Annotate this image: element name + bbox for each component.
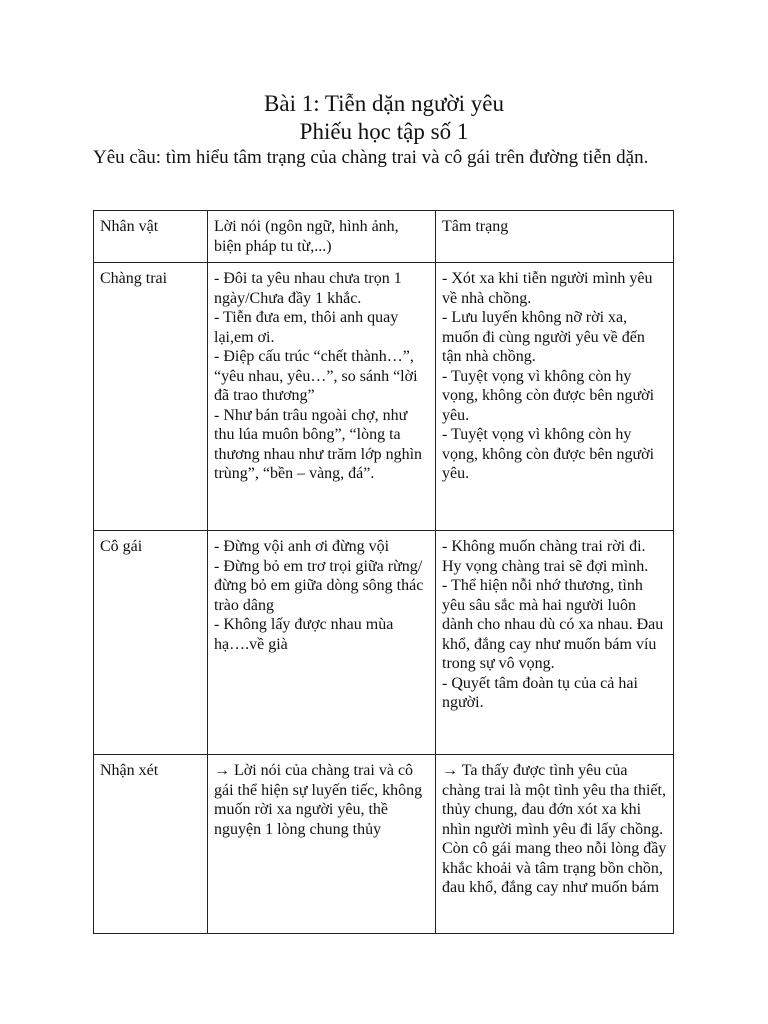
mood-line: - Quyết tâm đoàn tụ của cả hai người. <box>442 674 638 711</box>
mood-line: - Thể hiện nỗi nhớ thương, tình yêu sâu sắc mà hai người luôn dành cho nhau dù có xa nhau. Đau khổ, đắng cay như muốn bám víu trong sự vô vọng. <box>442 577 664 672</box>
speech-line: - Như bán trâu ngoài chợ, như thu lúa muôn bông”, “lòng ta thương nhau như trăm lớp nghìn trùng”, “bền – vàng, đá”. <box>214 406 423 482</box>
row-character: Cô gái <box>94 531 208 755</box>
speech-line: - Đừng bỏ em trơ trọi giữa rừng/đừng bỏ em giữa dòng sông thác trào dâng <box>214 557 424 614</box>
page-subtitle: Phiếu học tập số 1 <box>299 119 469 144</box>
speech-line: - Điệp cấu trúc “chết thành…”, “yêu nhau, yêu…”, so sánh “lời đã trao thương” <box>214 348 418 404</box>
row-mood <box>436 755 674 934</box>
mood-line: - Lưu luyến không nỡ rời xa, muốn đi cùng người yêu về đến tận nhà chồng. <box>442 309 645 365</box>
row-speech <box>208 755 436 934</box>
mood-line: - Tuyệt vọng vì không còn hy vọng, không còn được bên người yêu. <box>442 426 655 482</box>
header-speech: Lời nói (ngôn ngữ, hình ảnh, biện pháp tu từ,...) <box>208 211 436 263</box>
row-speech <box>208 263 436 531</box>
mood-line: → Ta thấy được tình yêu của chàng trai là một tình yêu tha thiết, thủy chung, đau đớn xót xa khi nhìn người mình yêu đi lấy chồng. Còn cô gái mang theo nỗi lòng đầy khắc khoải và tâm trạng bồn chồn, đau khổ, đắng cay như muốn bám <box>442 762 667 896</box>
header-character: Nhân vật <box>94 211 208 263</box>
header-mood: Tâm trạng <box>436 211 674 263</box>
speech-line: - Đôi ta yêu nhau chưa trọn 1 ngày/Chưa đầy 1 khắc. <box>214 270 402 307</box>
mood-line: - Xót xa khi tiễn người mình yêu về nhà chồng. <box>442 270 653 307</box>
row-character: Chàng trai <box>94 263 208 531</box>
table-row <box>94 531 674 755</box>
speech-line: → Lời nói của chàng trai và cô gái thể hiện sự luyến tiếc, không muốn rời xa người yêu, thề nguyện 1 lòng chung thủy <box>214 762 423 838</box>
table-row <box>94 263 674 531</box>
page-title: Bài 1: Tiễn dặn người yêu <box>264 91 504 116</box>
table-header-row <box>94 211 674 263</box>
row-speech <box>208 531 436 755</box>
speech-line: - Tiễn đưa em, thôi anh quay lại,em ơi. <box>214 309 399 346</box>
speech-line: - Không lấy được nhau mùa hạ….về già <box>214 616 394 653</box>
row-mood <box>436 531 674 755</box>
table-row <box>94 755 674 934</box>
worksheet-table <box>93 210 674 934</box>
mood-line: - Tuyệt vọng vì không còn hy vọng, không còn được bên người yêu. <box>442 367 655 424</box>
speech-line: - Đừng vội anh ơi đừng vội <box>214 538 390 555</box>
row-character: Nhận xét <box>94 755 208 934</box>
row-mood <box>436 263 674 531</box>
assignment-request: Yêu cầu: tìm hiểu tâm trạng của chàng trai và cô gái trên đường tiễn dặn. <box>93 147 649 168</box>
mood-line: - Không muốn chàng trai rời đi. Hy vọng chàng trai sẽ đợi mình. <box>442 538 649 575</box>
